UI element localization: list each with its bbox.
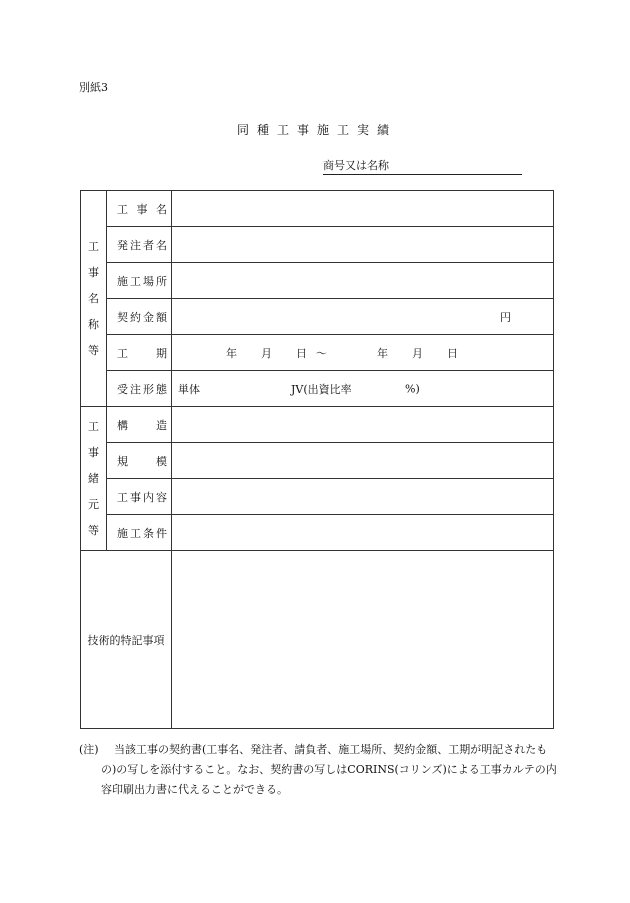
technical-notes-label-cell <box>81 551 172 729</box>
construction-name-label: 工事名 <box>117 202 167 216</box>
work-content-label: 工事内容 <box>117 490 167 504</box>
contract-form-label: 受注形態 <box>117 382 167 396</box>
structure-label: 構造 <box>117 418 167 432</box>
conditions-input[interactable] <box>172 515 554 551</box>
footnote-text: 当該工事の契約書(工事名、発注者、請負者、施工場所、契約金額、工期が明記されたもの)の写しを添付すること。なお、契約書の写しはCORINS(コリンズ)による工事カルテの内容印刷出力書に代えることができる。 <box>101 743 557 796</box>
technical-notes-input[interactable] <box>172 551 554 729</box>
contract-amount-label-cell <box>107 299 172 335</box>
conditions-label: 施工条件 <box>117 526 167 540</box>
scale-input[interactable] <box>172 443 554 479</box>
period-start-month: 月 <box>261 346 272 360</box>
contract-form-label-cell <box>107 371 172 407</box>
footnote-mark: (注) <box>79 743 99 756</box>
period-end-year: 年 <box>377 346 388 360</box>
structure-input[interactable] <box>172 407 554 443</box>
row-work-content <box>81 479 554 515</box>
work-content-input[interactable] <box>172 479 554 515</box>
page-title: 同種工事施工実績 <box>236 123 397 137</box>
form-percent: %) <box>405 382 420 395</box>
row-technical-notes <box>81 551 554 729</box>
form-jv: JV(出資比率 <box>291 382 352 396</box>
row-scale <box>81 443 554 479</box>
company-name-label: 商号又は名称 <box>323 159 389 172</box>
orderer-label-cell <box>107 227 172 263</box>
footnote <box>79 740 559 800</box>
location-label-cell <box>107 263 172 299</box>
contract-amount-label: 契約金額 <box>117 310 167 324</box>
row-contract-form <box>81 371 554 407</box>
conditions-label-cell <box>107 515 172 551</box>
technical-notes-label: 技術的特記事項 <box>87 633 165 647</box>
orderer-label: 発注者名 <box>117 238 167 252</box>
structure-label-cell <box>107 407 172 443</box>
location-label: 施工場所 <box>117 274 167 288</box>
work-content-label-cell <box>107 479 172 515</box>
contract-form-input[interactable] <box>172 371 554 407</box>
period-end-month: 月 <box>412 346 423 360</box>
company-name-field[interactable] <box>323 157 522 175</box>
construction-group-heading <box>81 191 107 407</box>
row-period <box>81 335 554 371</box>
row-conditions <box>81 515 554 551</box>
period-start-day: 日 <box>296 346 307 360</box>
row-location <box>81 263 554 299</box>
period-start-year: 年 <box>226 346 237 360</box>
orderer-input[interactable] <box>172 227 554 263</box>
row-contract-amount <box>81 299 554 335</box>
period-label: 工期 <box>117 346 167 360</box>
row-structure <box>81 407 554 443</box>
construction-group-heading-text: 工事名称等 <box>88 239 99 357</box>
row-construction-name <box>81 191 554 227</box>
period-input[interactable] <box>172 335 554 371</box>
contract-amount-input[interactable] <box>172 299 554 335</box>
yen-unit: 円 <box>500 310 511 324</box>
location-input[interactable] <box>172 263 554 299</box>
scale-label: 規模 <box>117 454 167 468</box>
construction-name-label-cell <box>107 191 172 227</box>
attachment-label: 別紙3 <box>79 81 108 94</box>
form-single: 単体 <box>178 382 200 396</box>
specs-group-heading-text: 工事緒元等 <box>88 419 99 537</box>
period-label-cell <box>107 335 172 371</box>
construction-name-input[interactable] <box>172 191 554 227</box>
period-tilde: ～ <box>316 346 327 360</box>
scale-label-cell <box>107 443 172 479</box>
row-orderer <box>81 227 554 263</box>
performance-form-table <box>80 190 554 729</box>
period-end-day: 日 <box>447 346 458 360</box>
specs-group-heading <box>81 407 107 551</box>
